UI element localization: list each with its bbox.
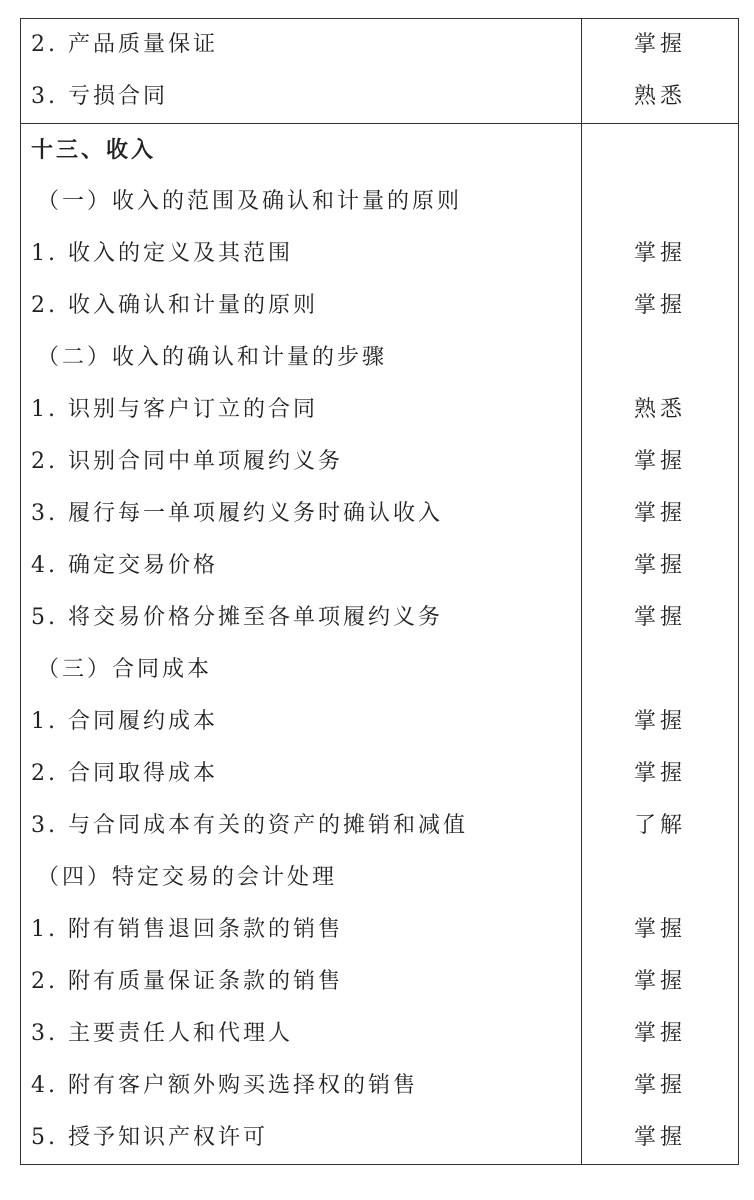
row-level: 熟悉 bbox=[582, 71, 739, 124]
table-row bbox=[21, 1112, 739, 1165]
table-row bbox=[21, 956, 739, 1008]
row-item: 2. 收入确认和计量的原则 bbox=[21, 280, 582, 332]
row-level: 掌握 bbox=[582, 1060, 739, 1112]
table-row bbox=[21, 384, 739, 436]
row-item: 2. 产品质量保证 bbox=[21, 19, 582, 72]
row-level: 掌握 bbox=[582, 19, 739, 72]
row-item: 3. 亏损合同 bbox=[21, 71, 582, 124]
row-level: 掌握 bbox=[582, 696, 739, 748]
row-level: 了解 bbox=[582, 800, 739, 852]
table-row bbox=[21, 800, 739, 852]
row-item: 4. 附有客户额外购买选择权的销售 bbox=[21, 1060, 582, 1112]
row-level bbox=[582, 332, 739, 384]
table-row bbox=[21, 852, 739, 904]
row-level: 掌握 bbox=[582, 748, 739, 800]
row-item: 5. 将交易价格分摊至各单项履约义务 bbox=[21, 592, 582, 644]
row-level: 掌握 bbox=[582, 956, 739, 1008]
table-row bbox=[21, 332, 739, 384]
row-item: 4. 确定交易价格 bbox=[21, 540, 582, 592]
table-row bbox=[21, 71, 739, 124]
table-row bbox=[21, 488, 739, 540]
section-heading: 十三、收入 bbox=[21, 124, 582, 177]
row-item: 1. 合同履约成本 bbox=[21, 696, 582, 748]
subsection-heading: （一）收入的范围及确认和计量的原则 bbox=[21, 176, 582, 228]
row-level: 掌握 bbox=[582, 592, 739, 644]
row-level: 熟悉 bbox=[582, 384, 739, 436]
row-level: 掌握 bbox=[582, 1008, 739, 1060]
table-row bbox=[21, 748, 739, 800]
subsection-heading: （三）合同成本 bbox=[21, 644, 582, 696]
table-row bbox=[21, 592, 739, 644]
table-row bbox=[21, 436, 739, 488]
row-item: 1. 附有销售退回条款的销售 bbox=[21, 904, 582, 956]
syllabus-table bbox=[20, 18, 739, 1165]
row-level: 掌握 bbox=[582, 436, 739, 488]
row-item: 3. 主要责任人和代理人 bbox=[21, 1008, 582, 1060]
row-item: 1. 收入的定义及其范围 bbox=[21, 228, 582, 280]
row-level bbox=[582, 124, 739, 177]
table-row bbox=[21, 280, 739, 332]
table-row bbox=[21, 540, 739, 592]
row-level: 掌握 bbox=[582, 280, 739, 332]
subsection-heading: （二）收入的确认和计量的步骤 bbox=[21, 332, 582, 384]
row-level bbox=[582, 176, 739, 228]
subsection-heading: （四）特定交易的会计处理 bbox=[21, 852, 582, 904]
section-heading-row bbox=[21, 124, 739, 177]
table-row bbox=[21, 228, 739, 280]
row-item: 5. 授予知识产权许可 bbox=[21, 1112, 582, 1165]
row-level: 掌握 bbox=[582, 228, 739, 280]
row-level bbox=[582, 852, 739, 904]
table-row bbox=[21, 19, 739, 72]
row-level bbox=[582, 644, 739, 696]
row-item: 3. 履行每一单项履约义务时确认收入 bbox=[21, 488, 582, 540]
row-item: 2. 附有质量保证条款的销售 bbox=[21, 956, 582, 1008]
row-item: 2. 识别合同中单项履约义务 bbox=[21, 436, 582, 488]
table-row bbox=[21, 1008, 739, 1060]
table-row bbox=[21, 644, 739, 696]
table-row bbox=[21, 696, 739, 748]
row-level: 掌握 bbox=[582, 1112, 739, 1165]
row-item: 1. 识别与客户订立的合同 bbox=[21, 384, 582, 436]
row-level: 掌握 bbox=[582, 540, 739, 592]
table-row bbox=[21, 176, 739, 228]
table-row bbox=[21, 904, 739, 956]
row-item: 3. 与合同成本有关的资产的摊销和减值 bbox=[21, 800, 582, 852]
table-row bbox=[21, 1060, 739, 1112]
row-level: 掌握 bbox=[582, 488, 739, 540]
row-level: 掌握 bbox=[582, 904, 739, 956]
row-item: 2. 合同取得成本 bbox=[21, 748, 582, 800]
